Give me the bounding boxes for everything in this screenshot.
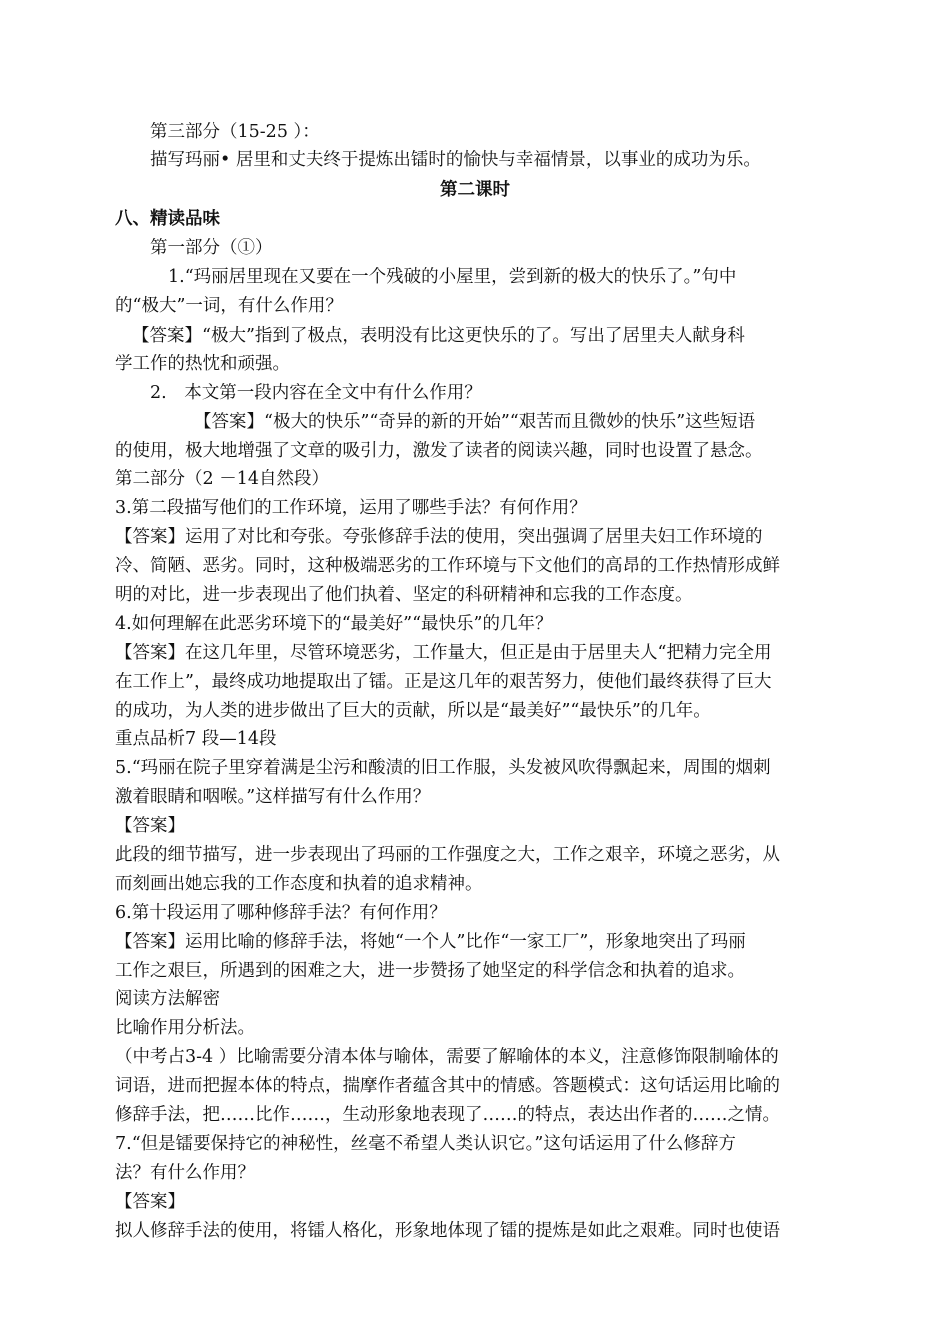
question-5-line-1: 5.“玛丽在院子里穿着满是尘污和酸渍的旧工作服，头发被风吹得飘起来，周围的烟刺 (115, 758, 771, 778)
reading-method-heading: 阅读方法解密 (115, 989, 220, 1009)
answer-5-label: 【答案】 (115, 816, 185, 836)
question-5-line-2: 激着眼睛和咽喉。”这样描写有什么作用？ (115, 787, 431, 807)
answer-3-line-2: 冷、简陋、恶劣。同时，这种极端恶劣的工作环境与下文他们的高昂的工作热情形成鲜 (115, 556, 780, 576)
answer-4-line-2: 在工作上”，最终成功地提取出了镭。正是这几年的艰苦努力，使他们最终获得了巨大 (115, 672, 772, 692)
answer-5-line-1: 此段的细节描写，进一步表现出了玛丽的工作强度之大，工作之艰辛，环境之恶劣，从 (115, 845, 780, 865)
answer-2-line-1: 【答案】“极大的快乐”“奇异的新的开始”“艰苦而且微妙的快乐”这些短语 (194, 412, 756, 432)
reading-method-title: 比喻作用分析法。 (115, 1018, 255, 1038)
answer-4-line-1: 【答案】在这几年里，尽管环境恶劣，工作量大，但正是由于居里夫人“把精力完全用 (115, 643, 772, 663)
answer-6-line-1: 【答案】运用比喻的修辞手法，将她“一个人”比作“一家工厂”，形象地突出了玛丽 (115, 932, 746, 952)
part2-heading: 第二部分（2 －14自然段） (115, 469, 329, 489)
question-1-line-1: 1.“玛丽居里现在又要在一个残破的小屋里，尝到新的极大的快乐了。”句中 (168, 267, 737, 287)
part1-heading: 第一部分（①） (150, 238, 273, 258)
answer-3-line-1: 【答案】运用了对比和夸张。夸张修辞手法的使用，突出强调了居里夫妇工作环境的 (115, 527, 763, 547)
reading-method-line-2: 词语，进而把握本体的特点，揣摩作者蕴含其中的情感。答题模式：这句话运用比喻的 (115, 1076, 780, 1096)
answer-1-line-2: 学工作的热忱和顽强。 (115, 354, 290, 374)
section-heading: 八、精读品味 (115, 209, 220, 229)
answer-4-line-3: 的成功，为人类的进步做出了巨大的贡献，所以是“最美好”“最快乐”的几年。 (115, 701, 711, 721)
answer-6-line-2: 工作之艰巨，所遇到的困难之大，进一步赞扬了她坚定的科学信念和执着的追求。 (115, 961, 745, 981)
reading-method-line-3: 修辞手法，把……比作……，生动形象地表现了……的特点，表达出作者的……之情。 (115, 1105, 780, 1125)
question-3: 3.第二段描写他们的工作环境，运用了哪些手法？有何作用？ (115, 498, 587, 518)
answer-5-line-2: 而刻画出她忘我的工作态度和执着的追求精神。 (115, 874, 483, 894)
question-4: 4.如何理解在此恶劣环境下的“最美好”“最快乐”的几年？ (115, 614, 553, 634)
question-6: 6.第十段运用了哪种修辞手法？有何作用？ (115, 903, 447, 923)
question-1-line-2: 的“极大”一词，有什么作用？ (115, 296, 343, 316)
focus-analysis-heading: 重点品析7 段—14段 (115, 729, 277, 749)
answer-7-label: 【答案】 (115, 1192, 185, 1212)
answer-3-line-3: 明的对比，进一步表现出了他们执着、坚定的科研精神和忘我的工作态度。 (115, 585, 693, 605)
question-7-line-1: 7.“但是镭要保持它的神秘性，丝毫不希望人类认识它。”这句话运用了什么修辞方 (115, 1134, 736, 1154)
part3-summary: 描写玛丽• 居里和丈夫终于提炼出镭时的愉快与幸福情景，以事业的成功为乐。 (150, 150, 761, 170)
question-7-line-2: 法？有什么作用？ (115, 1163, 255, 1183)
answer-2-line-2: 的使用，极大地增强了文章的吸引力，激发了读者的阅读兴趣，同时也设置了悬念。 (115, 441, 763, 461)
reading-method-line-1: （中考占3-4 ）比喻需要分清本体与喻体，需要了解喻体的本义，注意修饰限制喻体的 (115, 1047, 779, 1067)
lesson-title: 第二课时 (440, 180, 510, 200)
part3-heading: 第三部分（15-25 ）： (150, 122, 320, 142)
answer-7-line-1: 拟人修辞手法的使用，将镭人格化，形象地体现了镭的提炼是如此之艰难。同时也使语 (115, 1221, 780, 1241)
answer-1-line-1: 【答案】“极大”指到了极点，表明没有比这更快乐的了。写出了居里夫人献身科 (132, 326, 745, 346)
question-2: 2. 本文第一段内容在全文中有什么作用？ (150, 383, 482, 403)
